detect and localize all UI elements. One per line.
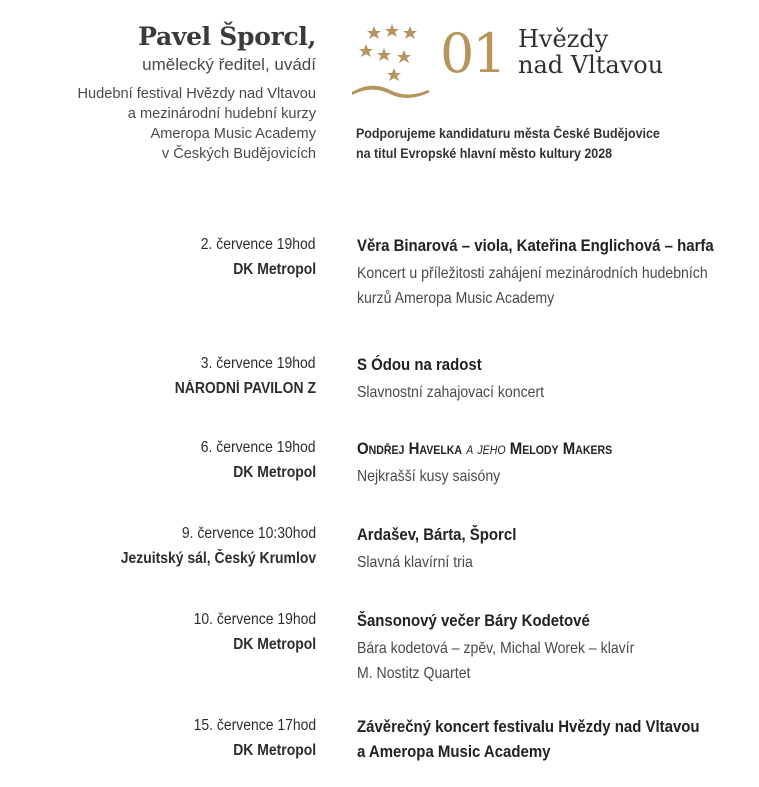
logo-title-line: Hvězdy — [518, 25, 609, 53]
event-title: Věra Binarová – viola, Kateřina Englichová – harfa — [357, 236, 714, 255]
star-icon — [377, 48, 391, 61]
event-title: S Ódou na radost — [357, 355, 482, 374]
description-line: Nejkrašší kusy saisóny — [357, 468, 501, 485]
logo-title — [518, 26, 663, 78]
event-venue: DK Metropol — [233, 261, 316, 278]
event-title: Ardašev, Bárta, Šporcl — [357, 525, 517, 544]
event-description — [357, 636, 634, 686]
event-title: Šansonový večer Báry Kodetové — [357, 611, 590, 630]
festival-line: a mezinárodní hudební kurzy — [127, 106, 316, 122]
title-part: Ondřej Havelka — [357, 439, 463, 458]
event-venue: DK Metropol — [233, 742, 316, 759]
festival-line: v Českých Budějovicích — [161, 146, 316, 162]
festival-line: Hudební festival Hvězdy nad Vltavou — [77, 86, 316, 102]
candidacy-support — [356, 124, 660, 164]
title-part: Melody Makers — [509, 439, 613, 458]
event-title — [357, 439, 612, 459]
star-icon — [359, 44, 373, 57]
event-description — [357, 464, 500, 489]
presenter-name: Pavel Šporcl, — [138, 22, 316, 51]
star-icon — [367, 26, 381, 39]
support-line: na titul Evropské hlavní město kultury 2028 — [356, 146, 613, 161]
event-venue: Jezuitský sál, Český Krumlov — [120, 550, 316, 567]
event-venue: DK Metropol — [233, 464, 316, 481]
description-line: kurzů Ameropa Music Academy — [357, 290, 555, 307]
support-line: Podporujeme kandidaturu města České Budějovice — [356, 126, 660, 141]
event-title: a Ameropa Music Academy — [357, 742, 551, 761]
stars-wave-icon — [352, 20, 440, 100]
description-line: Bára kodetová – zpěv, Michal Worek – klavír — [357, 640, 635, 657]
event-date: 10. července 19hod — [193, 611, 316, 628]
description-line: M. Nostitz Quartet — [357, 665, 471, 682]
logo-number: 01 — [440, 22, 505, 85]
event-description — [357, 550, 473, 575]
presenter-role: umělecký ředitel, uvádí — [142, 55, 316, 74]
event-date: 15. července 17hod — [193, 717, 316, 734]
event-date: 9. července 10:30hod — [181, 525, 316, 542]
festival-line: Ameropa Music Academy — [150, 126, 316, 142]
festival-description — [77, 84, 316, 164]
star-icon — [387, 68, 401, 81]
star-icon — [403, 26, 417, 39]
event-title: Závěrečný koncert festivalu Hvězdy nad Vltavou — [357, 717, 700, 736]
event-description — [357, 380, 544, 405]
event-date: 3. července 19hod — [201, 355, 316, 372]
star-icon — [385, 24, 399, 37]
event-date: 2. července 19hod — [201, 236, 316, 253]
title-part: a jeho — [466, 439, 506, 458]
event-date: 6. července 19hod — [201, 439, 316, 456]
description-line: Slavná klavírní tria — [357, 554, 473, 571]
event-venue: NÁRODNÍ PAVILON Z — [174, 380, 316, 397]
festival-logo — [352, 14, 692, 96]
event-venue: DK Metropol — [233, 636, 316, 653]
event-description — [357, 261, 708, 311]
star-icon — [397, 50, 411, 63]
description-line: Slavnostní zahajovací koncert — [357, 384, 545, 401]
logo-title-line: nad Vltavou — [518, 51, 664, 79]
description-line: Koncert u příležitosti zahájení mezinárodních hudebních — [357, 265, 708, 282]
wave-icon — [352, 86, 430, 98]
